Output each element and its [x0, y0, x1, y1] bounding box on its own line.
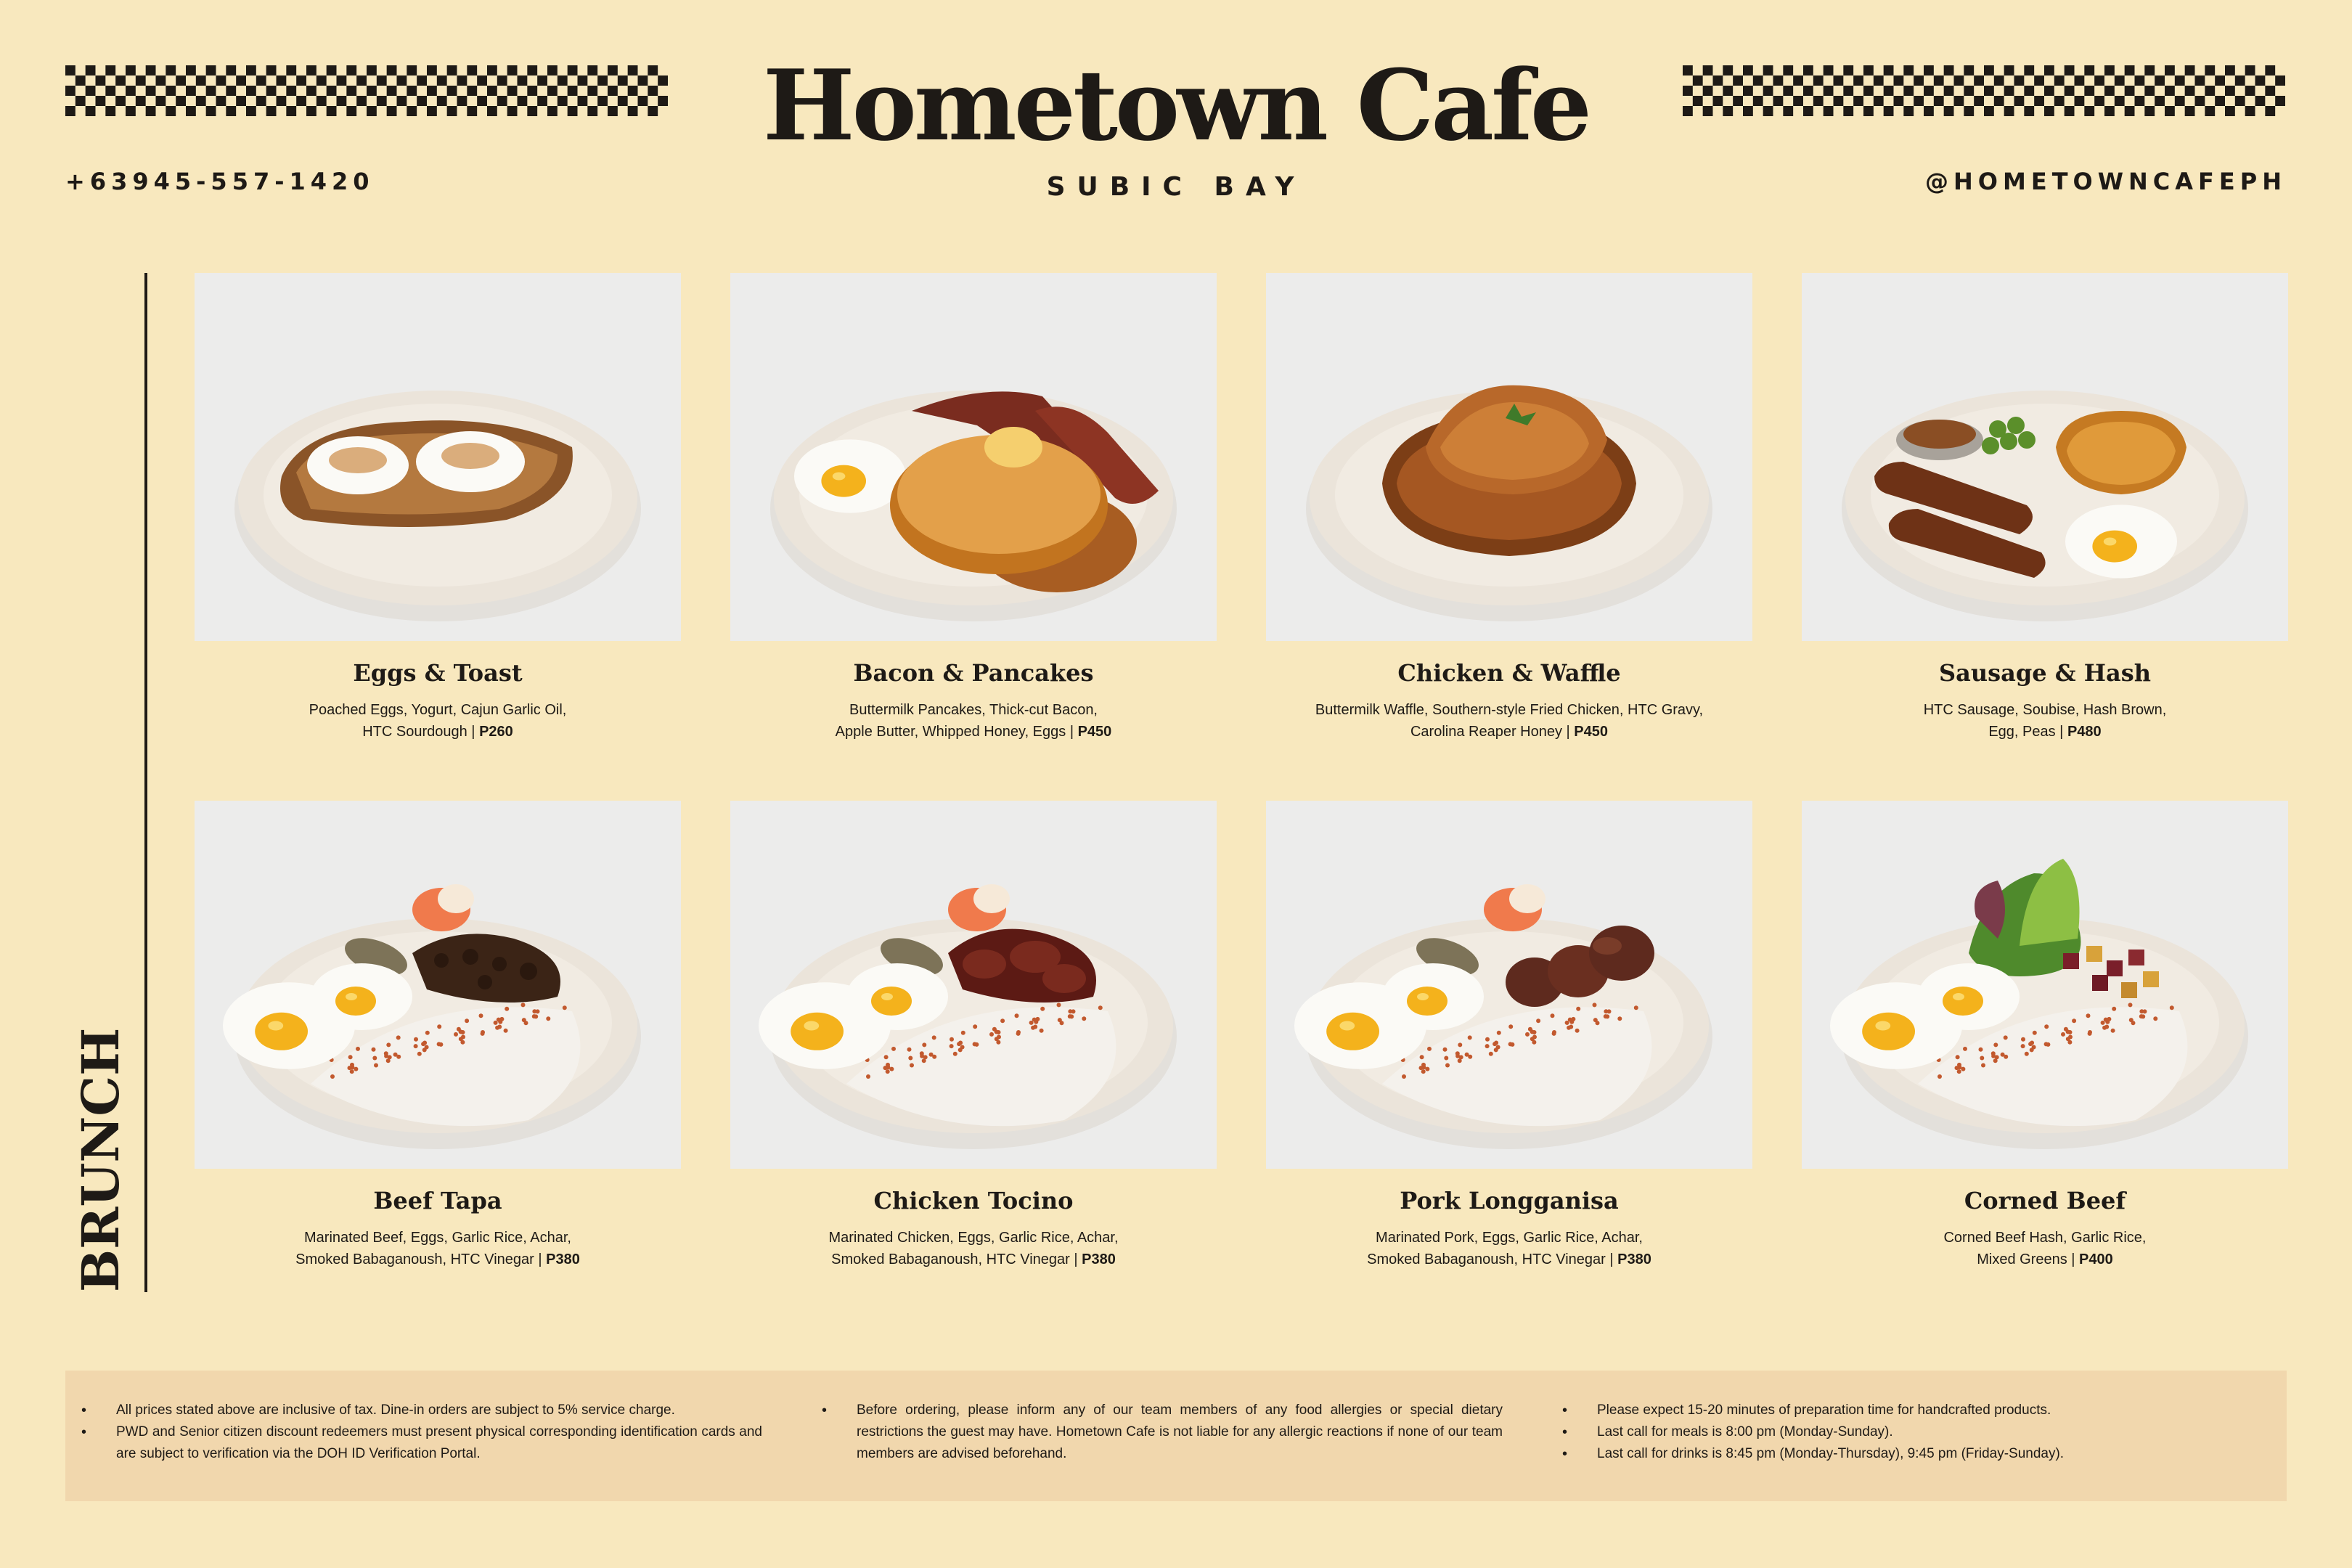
corned-beef-illustration [1802, 801, 2288, 1169]
note-item: • All prices stated above are inclusive of tax. Dine-in orders are subject to 5% service charge. [116, 1400, 762, 1421]
menu-item[interactable] [1266, 273, 1752, 743]
beef-tapa-illustration [195, 801, 681, 1169]
checker-pattern-right [1683, 65, 2285, 116]
dish-name: Eggs & Toast [353, 659, 523, 687]
dish-price: P380 [1082, 1251, 1116, 1267]
dish-price: P380 [546, 1251, 580, 1267]
dish-photo [1802, 801, 2288, 1169]
chicken-waffle-illustration [1266, 273, 1752, 641]
section-divider [144, 273, 147, 1292]
social-handle[interactable]: @HOMETOWNCAFEPH [1925, 168, 2287, 195]
dish-name: Corned Beef [1964, 1187, 2126, 1214]
dish-name: Sausage & Hash [1938, 659, 2151, 687]
dish-name: Beef Tapa [373, 1187, 502, 1214]
menu-item[interactable] [730, 273, 1217, 743]
note-item: • Please expect 15-20 minutes of preparation time for handcrafted products. [1597, 1400, 2243, 1421]
dish-price: P400 [2079, 1251, 2113, 1267]
location-subtitle: SUBIC BAY [1046, 172, 1306, 202]
dish-name: Pork Longganisa [1400, 1187, 1619, 1214]
notes-column-allergies [806, 1400, 1503, 1465]
notes-column-pricing [65, 1400, 762, 1465]
note-item: • PWD and Senior citizen discount redeemers must present physical corresponding identification cards and are subject to verification via the DOH ID Verification Portal. [116, 1421, 762, 1465]
eggs-toast-illustration [195, 273, 681, 641]
dish-price: P480 [2067, 724, 2102, 740]
dish-photo [195, 801, 681, 1169]
brand-logo: Hometown Cafe [762, 48, 1590, 163]
menu-item[interactable] [195, 801, 681, 1270]
menu-item[interactable] [1802, 273, 2288, 743]
dish-name: Chicken & Waffle [1397, 659, 1621, 687]
menu-item[interactable] [730, 801, 1217, 1270]
dish-price: P450 [1574, 724, 1609, 740]
dish-price: P380 [1617, 1251, 1651, 1267]
dish-description: Buttermilk Pancakes, Thick-cut Bacon, Apple Butter, Whipped Honey, Eggs | P450 [835, 702, 1112, 740]
dish-price: P450 [1077, 724, 1112, 740]
dish-description: Corned Beef Hash, Garlic Rice, Mixed Greens | P400 [1943, 1230, 2147, 1267]
dish-description: Marinated Pork, Eggs, Garlic Rice, Achar, Smoked Babaganoush, HTC Vinegar | P380 [1367, 1230, 1651, 1267]
dish-description: Poached Eggs, Yogurt, Cajun Garlic Oil, HTC Sourdough | P260 [309, 702, 567, 740]
section-label: BRUNCH [70, 1027, 131, 1292]
dish-photo [195, 273, 681, 641]
dish-description: Marinated Beef, Eggs, Garlic Rice, Achar, Smoked Babaganoush, HTC Vinegar | P380 [295, 1230, 580, 1267]
bacon-pancakes-illustration [730, 273, 1217, 641]
sausage-hash-illustration [1802, 273, 2288, 641]
menu-item[interactable] [195, 273, 681, 743]
dish-price: P260 [479, 724, 513, 740]
note-item: • Before ordering, please inform any of our team members of any food allergies or special dietary restrictions the guest may have. Hometown Cafe is not liable for any allergic reactions if none of our team members are advised beforehand. [857, 1400, 1503, 1465]
note-item: • Last call for meals is 8:00 pm (Monday-Sunday). [1597, 1421, 2243, 1443]
menu-item[interactable] [1266, 801, 1752, 1270]
dish-name: Chicken Tocino [873, 1187, 1074, 1214]
pork-longganisa-illustration [1266, 801, 1752, 1169]
dish-description: Marinated Chicken, Eggs, Garlic Rice, Achar, Smoked Babaganoush, HTC Vinegar | P380 [828, 1230, 1119, 1267]
dish-photo [1802, 273, 2288, 641]
dish-name: Bacon & Pancakes [853, 659, 1094, 687]
note-item: • Last call for drinks is 8:45 pm (Monday-Thursday), 9:45 pm (Friday-Sunday). [1597, 1443, 2243, 1465]
dish-description: HTC Sausage, Soubise, Hash Brown, Egg, Peas | P480 [1923, 702, 2167, 740]
footer-notes [65, 1371, 2287, 1501]
chicken-tocino-illustration [730, 801, 1217, 1169]
dish-photo [1266, 273, 1752, 641]
dish-photo [730, 273, 1217, 641]
notes-column-timing [1546, 1400, 2243, 1465]
phone-number[interactable]: +63945-557-1420 [65, 168, 375, 195]
menu-item[interactable] [1802, 801, 2288, 1270]
dish-photo [730, 801, 1217, 1169]
dish-photo [1266, 801, 1752, 1169]
dish-description: Buttermilk Waffle, Southern-style Fried Chicken, HTC Gravy, Carolina Reaper Honey | P450 [1315, 702, 1704, 740]
